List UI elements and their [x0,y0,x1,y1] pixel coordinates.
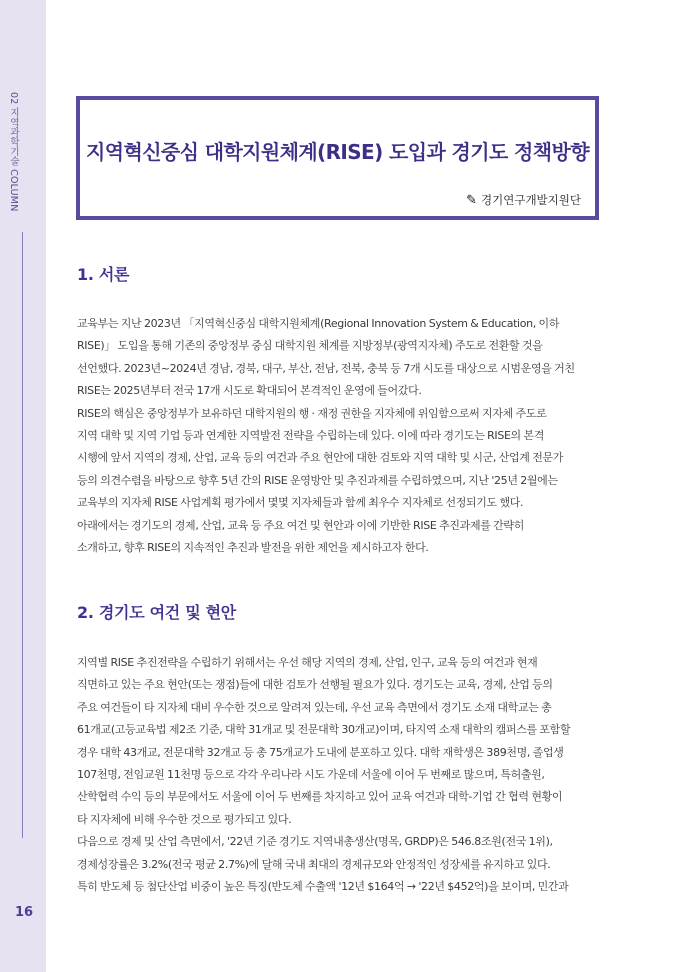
section-heading: 1. 서론 [77,265,130,284]
author-name: 경기연구개발지원단 [481,193,581,207]
sidebar-divider [22,232,23,838]
body-line: 지역별 RISE 추진전략을 수립하기 위해서는 우선 해당 지역의 경제, 산업, 인구, 교육 등의 여건과 현재 [77,656,538,669]
body-line: 등의 의견수렴을 바탕으로 향후 5년 간의 RISE 운영방안 및 추진과제를 수립하였으며, 지난 '25년 2월에는 [77,473,558,487]
sidebar [0,0,46,972]
body-line: 교육부는 지난 2023년 「지역혁신중심 대학지원체계(Regional Innovation System & Education, 이하 [77,317,560,330]
body-line: 107천명, 전임교원 11천명 등으로 각각 우리나라 시도 가운데 서울에 이어 두 번째로 많으며, 특허출원, [77,767,545,781]
section-label: 02 지역과학기술 COLUMN [8,92,19,212]
body-line: 다음으로 경제 및 산업 측면에서, '22년 기준 경기도 지역내총생산(명목, GRDP)은 546.8조원(전국 1위), [77,835,553,849]
body-line: RISE의 핵심은 중앙정부가 보유하던 대학지원의 행 · 재정 권한을 지자체에 위임함으로써 지자체 주도로 [77,406,547,420]
author-byline [466,192,581,208]
body-line: 특히 반도체 등 첨단산업 비중이 높은 특징(반도체 수출액 '12년 $164억 → '22년 $452억)을 보이며, 민간과 [77,879,569,893]
body-line: 지역 대학 및 지역 기업 등과 연계한 지역발전 전략을 수립하는데 있다. 이에 따라 경기도는 RISE의 본격 [77,428,545,442]
article-title: 지역혁신중심 대학지원체계(RISE) 도입과 경기도 정책방향 [86,140,589,164]
body-line: 산학협력 수익 등의 부문에서도 서울에 이어 두 번째를 차지하고 있어 교육 여건과 대학-기업 간 협력 현황이 [77,790,563,804]
body-line: 경제성장률은 3.2%(전국 평균 2.7%)에 달해 국내 최대의 경제규모와 안정적인 성장세를 유지하고 있다. [77,857,551,871]
body-line: 주요 여건들이 타 지자체 대비 우수한 것으로 알려져 있는데, 우선 교육 측면에서 경기도 소재 대학교는 총 [77,700,552,714]
body-line: 아래에서는 경기도의 경제, 산업, 교육 등 주요 여건 및 현안과 이에 기반한 RISE 추진과제를 간략히 [77,518,524,532]
section-heading: 2. 경기도 여건 및 현안 [77,603,236,622]
body-line: 교육부의 지자체 RISE 사업계획 평가에서 몇몇 지자체들과 함께 최우수 지자체로 선정되기도 했다. [77,496,524,510]
section-body [77,313,602,559]
body-line: 직면하고 있는 주요 현안(또는 쟁점)들에 대한 검토가 선행될 필요가 있다. 경기도는 교육, 경제, 산업 등의 [77,678,553,692]
body-line: 타 지자체에 비해 우수한 것으로 평가되고 있다. [77,812,292,826]
body-line: RISE는 2025년부터 전국 17개 시도로 확대되어 본격적인 운영에 들어갔다. [77,384,422,398]
body-line: 선언했다. 2023년~2024년 경남, 경북, 대구, 부산, 전남, 전북, 충북 등 7개 시도를 대상으로 시범운영을 거친 [77,361,575,375]
body-line: 소개하고, 향후 RISE의 지속적인 추진과 발전을 위한 제언을 제시하고자 한다. [77,540,429,554]
body-line: RISE)」 도입을 통해 기존의 중앙정부 중심 대학지원 체계를 지방정부(광역지자체) 주도로 전환할 것을 [77,339,543,353]
body-line: 시행에 앞서 지역의 경제, 산업, 교육 등의 여건과 주요 현안에 대한 검토와 지역 대학 및 시군, 산업계 전문가 [77,451,564,465]
section-body [77,652,602,898]
pen-icon: ✎ [466,193,478,208]
page-number: 16 [14,905,34,920]
body-line: 61개교(고등교육법 제2조 기준, 대학 31개교 및 전문대학 30개교)이며, 타지역 소재 대학의 캠퍼스를 포함할 [77,723,571,737]
title-box [76,96,599,220]
body-line: 경우 대학 43개교, 전문대학 32개교 등 총 75개교가 도내에 분포하고 있다. 대학 재학생은 389천명, 졸업생 [77,745,564,759]
